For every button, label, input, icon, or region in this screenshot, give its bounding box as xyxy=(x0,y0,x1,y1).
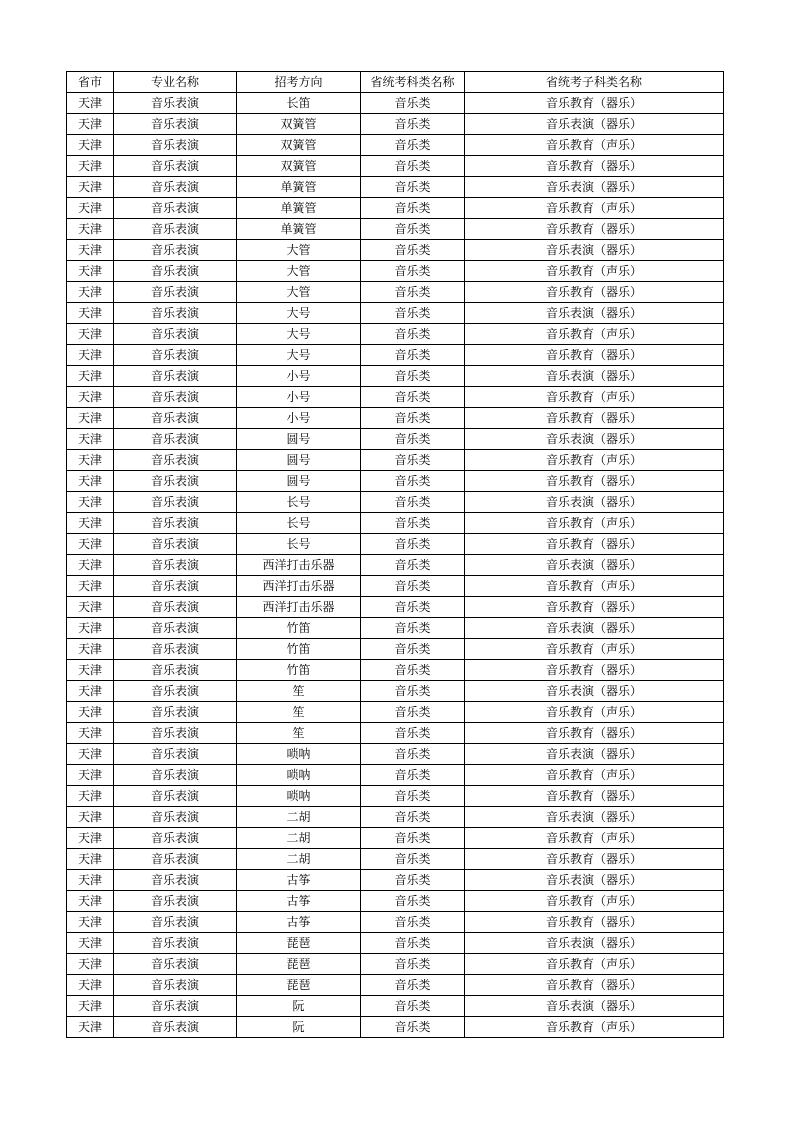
cell-province: 天津 xyxy=(67,849,114,870)
cell-province: 天津 xyxy=(67,324,114,345)
cell-direction: 阮 xyxy=(237,1017,361,1038)
table-body xyxy=(67,93,724,1038)
cell-category: 音乐类 xyxy=(361,114,465,135)
cell-province: 天津 xyxy=(67,240,114,261)
cell-category: 音乐类 xyxy=(361,135,465,156)
cell-subcategory: 音乐教育（声乐） xyxy=(465,954,724,975)
cell-major: 音乐表演 xyxy=(114,219,237,240)
cell-subcategory: 音乐教育（器乐） xyxy=(465,93,724,114)
cell-province: 天津 xyxy=(67,933,114,954)
cell-province: 天津 xyxy=(67,786,114,807)
cell-province: 天津 xyxy=(67,303,114,324)
cell-direction: 大管 xyxy=(237,282,361,303)
cell-province: 天津 xyxy=(67,639,114,660)
cell-province: 天津 xyxy=(67,765,114,786)
table-row xyxy=(67,429,724,450)
table-row xyxy=(67,534,724,555)
cell-major: 音乐表演 xyxy=(114,954,237,975)
cell-major: 音乐表演 xyxy=(114,303,237,324)
cell-category: 音乐类 xyxy=(361,219,465,240)
cell-subcategory: 音乐教育（器乐） xyxy=(465,282,724,303)
table-row xyxy=(67,996,724,1017)
cell-province: 天津 xyxy=(67,681,114,702)
cell-direction: 圆号 xyxy=(237,471,361,492)
cell-direction: 长号 xyxy=(237,513,361,534)
cell-major: 音乐表演 xyxy=(114,408,237,429)
cell-direction: 竹笛 xyxy=(237,618,361,639)
cell-major: 音乐表演 xyxy=(114,177,237,198)
cell-subcategory: 音乐教育（声乐） xyxy=(465,1017,724,1038)
cell-direction: 单簧管 xyxy=(237,198,361,219)
cell-subcategory: 音乐教育（器乐） xyxy=(465,660,724,681)
cell-category: 音乐类 xyxy=(361,681,465,702)
cell-major: 音乐表演 xyxy=(114,450,237,471)
cell-category: 音乐类 xyxy=(361,849,465,870)
cell-subcategory: 音乐表演（器乐） xyxy=(465,555,724,576)
cell-direction: 笙 xyxy=(237,681,361,702)
cell-major: 音乐表演 xyxy=(114,156,237,177)
cell-subcategory: 音乐表演（器乐） xyxy=(465,366,724,387)
table-row xyxy=(67,576,724,597)
cell-subcategory: 音乐教育（声乐） xyxy=(465,639,724,660)
cell-province: 天津 xyxy=(67,555,114,576)
header-subcategory: 省统考子科类名称 xyxy=(465,72,724,93)
header-row xyxy=(67,72,724,93)
table-row xyxy=(67,1017,724,1038)
cell-province: 天津 xyxy=(67,702,114,723)
table-row xyxy=(67,618,724,639)
cell-subcategory: 音乐教育（器乐） xyxy=(465,597,724,618)
cell-major: 音乐表演 xyxy=(114,765,237,786)
cell-province: 天津 xyxy=(67,282,114,303)
cell-province: 天津 xyxy=(67,954,114,975)
cell-major: 音乐表演 xyxy=(114,555,237,576)
cell-major: 音乐表演 xyxy=(114,534,237,555)
cell-major: 音乐表演 xyxy=(114,975,237,996)
cell-category: 音乐类 xyxy=(361,345,465,366)
table-row xyxy=(67,891,724,912)
cell-province: 天津 xyxy=(67,870,114,891)
cell-province: 天津 xyxy=(67,513,114,534)
cell-major: 音乐表演 xyxy=(114,324,237,345)
cell-subcategory: 音乐表演（器乐） xyxy=(465,492,724,513)
cell-major: 音乐表演 xyxy=(114,93,237,114)
cell-subcategory: 音乐教育（器乐） xyxy=(465,723,724,744)
cell-major: 音乐表演 xyxy=(114,114,237,135)
cell-direction: 大号 xyxy=(237,324,361,345)
cell-province: 天津 xyxy=(67,114,114,135)
admissions-table xyxy=(66,71,724,1038)
cell-subcategory: 音乐教育（声乐） xyxy=(465,324,724,345)
cell-subcategory: 音乐教育（声乐） xyxy=(465,387,724,408)
cell-category: 音乐类 xyxy=(361,954,465,975)
cell-direction: 琵琶 xyxy=(237,933,361,954)
cell-subcategory: 音乐教育（器乐） xyxy=(465,219,724,240)
cell-category: 音乐类 xyxy=(361,660,465,681)
cell-major: 音乐表演 xyxy=(114,744,237,765)
cell-province: 天津 xyxy=(67,366,114,387)
table-row xyxy=(67,219,724,240)
cell-province: 天津 xyxy=(67,618,114,639)
table-row xyxy=(67,366,724,387)
table-row xyxy=(67,681,724,702)
table-row xyxy=(67,513,724,534)
cell-province: 天津 xyxy=(67,471,114,492)
cell-subcategory: 音乐教育（器乐） xyxy=(465,156,724,177)
cell-major: 音乐表演 xyxy=(114,261,237,282)
table-row xyxy=(67,240,724,261)
cell-subcategory: 音乐教育（声乐） xyxy=(465,828,724,849)
cell-province: 天津 xyxy=(67,828,114,849)
cell-province: 天津 xyxy=(67,723,114,744)
cell-category: 音乐类 xyxy=(361,912,465,933)
cell-major: 音乐表演 xyxy=(114,681,237,702)
cell-major: 音乐表演 xyxy=(114,639,237,660)
table-row xyxy=(67,114,724,135)
cell-direction: 笙 xyxy=(237,702,361,723)
cell-category: 音乐类 xyxy=(361,534,465,555)
cell-major: 音乐表演 xyxy=(114,429,237,450)
cell-province: 天津 xyxy=(67,1017,114,1038)
table-row xyxy=(67,450,724,471)
cell-province: 天津 xyxy=(67,429,114,450)
cell-province: 天津 xyxy=(67,891,114,912)
cell-direction: 小号 xyxy=(237,387,361,408)
cell-direction: 圆号 xyxy=(237,450,361,471)
cell-category: 音乐类 xyxy=(361,513,465,534)
cell-major: 音乐表演 xyxy=(114,618,237,639)
cell-province: 天津 xyxy=(67,198,114,219)
cell-major: 音乐表演 xyxy=(114,870,237,891)
cell-province: 天津 xyxy=(67,219,114,240)
cell-direction: 小号 xyxy=(237,366,361,387)
cell-subcategory: 音乐教育（器乐） xyxy=(465,912,724,933)
table-row xyxy=(67,471,724,492)
cell-direction: 唢呐 xyxy=(237,744,361,765)
cell-province: 天津 xyxy=(67,534,114,555)
cell-subcategory: 音乐教育（器乐） xyxy=(465,534,724,555)
table-row xyxy=(67,135,724,156)
cell-province: 天津 xyxy=(67,492,114,513)
cell-major: 音乐表演 xyxy=(114,786,237,807)
cell-category: 音乐类 xyxy=(361,93,465,114)
cell-direction: 长笛 xyxy=(237,93,361,114)
cell-major: 音乐表演 xyxy=(114,807,237,828)
cell-major: 音乐表演 xyxy=(114,135,237,156)
cell-direction: 长号 xyxy=(237,492,361,513)
cell-category: 音乐类 xyxy=(361,198,465,219)
cell-direction: 大号 xyxy=(237,303,361,324)
cell-subcategory: 音乐教育（器乐） xyxy=(465,786,724,807)
cell-category: 音乐类 xyxy=(361,786,465,807)
cell-category: 音乐类 xyxy=(361,618,465,639)
cell-category: 音乐类 xyxy=(361,492,465,513)
cell-category: 音乐类 xyxy=(361,450,465,471)
table-row xyxy=(67,912,724,933)
cell-major: 音乐表演 xyxy=(114,366,237,387)
cell-category: 音乐类 xyxy=(361,555,465,576)
table-row xyxy=(67,639,724,660)
table-row xyxy=(67,933,724,954)
cell-category: 音乐类 xyxy=(361,996,465,1017)
table-row xyxy=(67,786,724,807)
cell-province: 天津 xyxy=(67,912,114,933)
cell-major: 音乐表演 xyxy=(114,597,237,618)
table-row xyxy=(67,93,724,114)
cell-major: 音乐表演 xyxy=(114,891,237,912)
cell-subcategory: 音乐表演（器乐） xyxy=(465,177,724,198)
cell-subcategory: 音乐教育（声乐） xyxy=(465,261,724,282)
cell-subcategory: 音乐教育（声乐） xyxy=(465,702,724,723)
cell-direction: 双簧管 xyxy=(237,135,361,156)
cell-major: 音乐表演 xyxy=(114,471,237,492)
cell-province: 天津 xyxy=(67,597,114,618)
cell-direction: 大号 xyxy=(237,345,361,366)
cell-subcategory: 音乐教育（声乐） xyxy=(465,135,724,156)
cell-major: 音乐表演 xyxy=(114,660,237,681)
cell-subcategory: 音乐教育（声乐） xyxy=(465,576,724,597)
cell-major: 音乐表演 xyxy=(114,828,237,849)
table-row xyxy=(67,555,724,576)
cell-direction: 大管 xyxy=(237,240,361,261)
cell-category: 音乐类 xyxy=(361,975,465,996)
cell-category: 音乐类 xyxy=(361,723,465,744)
cell-direction: 小号 xyxy=(237,408,361,429)
table-row xyxy=(67,660,724,681)
header-category: 省统考科类名称 xyxy=(361,72,465,93)
table-row xyxy=(67,198,724,219)
cell-province: 天津 xyxy=(67,996,114,1017)
cell-subcategory: 音乐表演（器乐） xyxy=(465,744,724,765)
cell-province: 天津 xyxy=(67,408,114,429)
cell-direction: 大管 xyxy=(237,261,361,282)
table-row xyxy=(67,492,724,513)
cell-province: 天津 xyxy=(67,660,114,681)
cell-province: 天津 xyxy=(67,93,114,114)
cell-province: 天津 xyxy=(67,450,114,471)
cell-major: 音乐表演 xyxy=(114,492,237,513)
cell-major: 音乐表演 xyxy=(114,513,237,534)
cell-subcategory: 音乐教育（器乐） xyxy=(465,471,724,492)
table-row xyxy=(67,828,724,849)
cell-category: 音乐类 xyxy=(361,765,465,786)
cell-direction: 单簧管 xyxy=(237,177,361,198)
cell-category: 音乐类 xyxy=(361,933,465,954)
cell-province: 天津 xyxy=(67,387,114,408)
cell-subcategory: 音乐表演（器乐） xyxy=(465,114,724,135)
cell-subcategory: 音乐表演（器乐） xyxy=(465,303,724,324)
cell-province: 天津 xyxy=(67,135,114,156)
cell-category: 音乐类 xyxy=(361,387,465,408)
cell-direction: 竹笛 xyxy=(237,639,361,660)
cell-category: 音乐类 xyxy=(361,1017,465,1038)
cell-major: 音乐表演 xyxy=(114,702,237,723)
cell-category: 音乐类 xyxy=(361,429,465,450)
table-row xyxy=(67,303,724,324)
cell-direction: 双簧管 xyxy=(237,156,361,177)
cell-direction: 二胡 xyxy=(237,828,361,849)
cell-major: 音乐表演 xyxy=(114,387,237,408)
cell-direction: 琵琶 xyxy=(237,975,361,996)
cell-direction: 西洋打击乐器 xyxy=(237,576,361,597)
cell-subcategory: 音乐教育（声乐） xyxy=(465,450,724,471)
cell-direction: 单簧管 xyxy=(237,219,361,240)
cell-direction: 古筝 xyxy=(237,912,361,933)
cell-category: 音乐类 xyxy=(361,807,465,828)
cell-category: 音乐类 xyxy=(361,156,465,177)
cell-direction: 唢呐 xyxy=(237,765,361,786)
table-row xyxy=(67,261,724,282)
cell-direction: 长号 xyxy=(237,534,361,555)
table-row xyxy=(67,324,724,345)
cell-category: 音乐类 xyxy=(361,870,465,891)
cell-category: 音乐类 xyxy=(361,828,465,849)
cell-subcategory: 音乐教育（器乐） xyxy=(465,345,724,366)
table-row xyxy=(67,870,724,891)
table-row xyxy=(67,408,724,429)
cell-direction: 琵琶 xyxy=(237,954,361,975)
cell-category: 音乐类 xyxy=(361,303,465,324)
cell-subcategory: 音乐表演（器乐） xyxy=(465,429,724,450)
table-row xyxy=(67,156,724,177)
cell-major: 音乐表演 xyxy=(114,933,237,954)
cell-major: 音乐表演 xyxy=(114,723,237,744)
cell-province: 天津 xyxy=(67,261,114,282)
cell-category: 音乐类 xyxy=(361,702,465,723)
cell-province: 天津 xyxy=(67,177,114,198)
cell-category: 音乐类 xyxy=(361,639,465,660)
cell-subcategory: 音乐教育（器乐） xyxy=(465,975,724,996)
cell-subcategory: 音乐表演（器乐） xyxy=(465,807,724,828)
table-row xyxy=(67,702,724,723)
table-row xyxy=(67,387,724,408)
table-row xyxy=(67,282,724,303)
cell-province: 天津 xyxy=(67,576,114,597)
cell-direction: 二胡 xyxy=(237,849,361,870)
cell-major: 音乐表演 xyxy=(114,240,237,261)
cell-major: 音乐表演 xyxy=(114,912,237,933)
cell-direction: 阮 xyxy=(237,996,361,1017)
cell-subcategory: 音乐表演（器乐） xyxy=(465,996,724,1017)
cell-category: 音乐类 xyxy=(361,240,465,261)
cell-category: 音乐类 xyxy=(361,576,465,597)
cell-subcategory: 音乐表演（器乐） xyxy=(465,681,724,702)
table-row xyxy=(67,954,724,975)
cell-category: 音乐类 xyxy=(361,408,465,429)
cell-direction: 古筝 xyxy=(237,870,361,891)
cell-subcategory: 音乐教育（声乐） xyxy=(465,198,724,219)
cell-direction: 西洋打击乐器 xyxy=(237,555,361,576)
cell-subcategory: 音乐表演（器乐） xyxy=(465,240,724,261)
cell-major: 音乐表演 xyxy=(114,198,237,219)
cell-subcategory: 音乐教育（器乐） xyxy=(465,408,724,429)
header-province: 省市 xyxy=(67,72,114,93)
cell-major: 音乐表演 xyxy=(114,282,237,303)
cell-category: 音乐类 xyxy=(361,366,465,387)
table-row xyxy=(67,807,724,828)
cell-subcategory: 音乐教育（声乐） xyxy=(465,765,724,786)
table-row xyxy=(67,765,724,786)
cell-category: 音乐类 xyxy=(361,282,465,303)
cell-category: 音乐类 xyxy=(361,597,465,618)
table-row xyxy=(67,849,724,870)
cell-direction: 西洋打击乐器 xyxy=(237,597,361,618)
cell-subcategory: 音乐表演（器乐） xyxy=(465,870,724,891)
header-major: 专业名称 xyxy=(114,72,237,93)
table-row xyxy=(67,345,724,366)
cell-subcategory: 音乐表演（器乐） xyxy=(465,618,724,639)
cell-major: 音乐表演 xyxy=(114,849,237,870)
cell-province: 天津 xyxy=(67,975,114,996)
cell-category: 音乐类 xyxy=(361,261,465,282)
table-row xyxy=(67,177,724,198)
cell-category: 音乐类 xyxy=(361,744,465,765)
cell-subcategory: 音乐教育（声乐） xyxy=(465,513,724,534)
cell-major: 音乐表演 xyxy=(114,345,237,366)
cell-category: 音乐类 xyxy=(361,177,465,198)
table-row xyxy=(67,744,724,765)
cell-category: 音乐类 xyxy=(361,324,465,345)
cell-direction: 唢呐 xyxy=(237,786,361,807)
table-row xyxy=(67,597,724,618)
cell-direction: 双簧管 xyxy=(237,114,361,135)
cell-direction: 二胡 xyxy=(237,807,361,828)
cell-subcategory: 音乐表演（器乐） xyxy=(465,933,724,954)
cell-direction: 笙 xyxy=(237,723,361,744)
table-row xyxy=(67,975,724,996)
cell-province: 天津 xyxy=(67,744,114,765)
cell-province: 天津 xyxy=(67,345,114,366)
cell-major: 音乐表演 xyxy=(114,996,237,1017)
cell-province: 天津 xyxy=(67,807,114,828)
header-direction: 招考方向 xyxy=(237,72,361,93)
cell-subcategory: 音乐教育（器乐） xyxy=(465,849,724,870)
cell-direction: 古筝 xyxy=(237,891,361,912)
cell-major: 音乐表演 xyxy=(114,576,237,597)
cell-direction: 圆号 xyxy=(237,429,361,450)
cell-subcategory: 音乐教育（声乐） xyxy=(465,891,724,912)
cell-category: 音乐类 xyxy=(361,891,465,912)
table-header xyxy=(67,72,724,93)
cell-category: 音乐类 xyxy=(361,471,465,492)
cell-major: 音乐表演 xyxy=(114,1017,237,1038)
cell-province: 天津 xyxy=(67,156,114,177)
table-row xyxy=(67,723,724,744)
cell-direction: 竹笛 xyxy=(237,660,361,681)
